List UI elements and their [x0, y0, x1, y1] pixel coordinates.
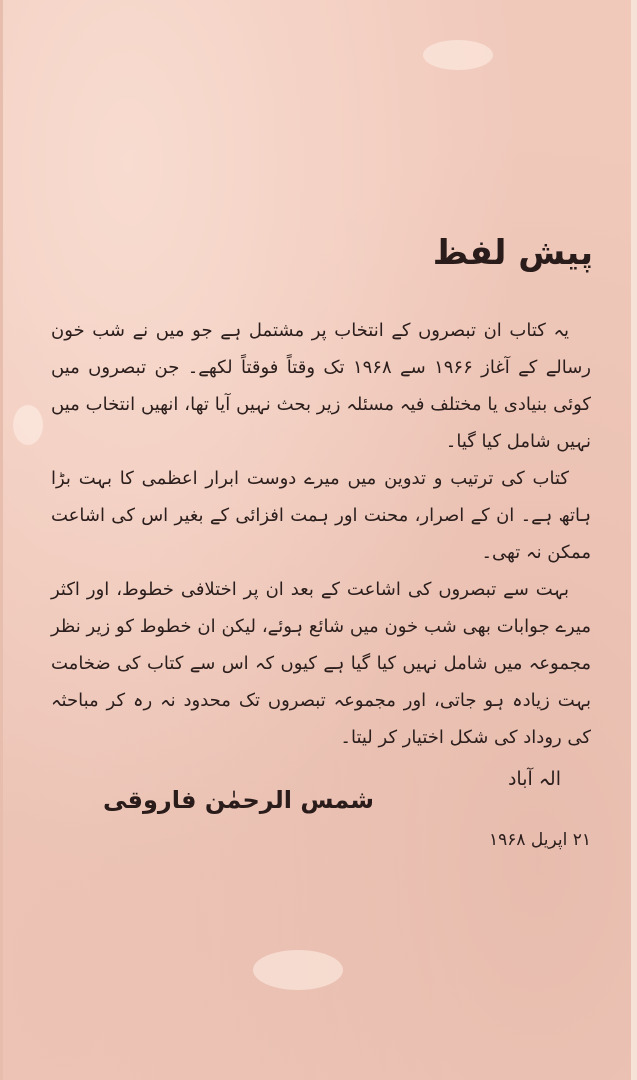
- date-line: ۲۱ اپریل ۱۹۶۸: [488, 830, 591, 850]
- body-text: [51, 312, 591, 756]
- paper-stain: [13, 405, 43, 445]
- page-title: پیش لفظ: [432, 232, 593, 273]
- paragraph-3: بہت سے تبصروں کی اشاعت کے بعد ان پر اختلافی خطوط، اور اکثر میرے جوابات بھی شب خون میں شائع ہوئے، لیکن ان خطوط کو زیر نظر مجموعہ میں شامل نہیں کیا گیا ہے کیوں کہ اس سے کتاب کی ضخامت بہت زیادہ ہو جاتی، اور مجموعہ تبصروں تک محدود نہ رہ کر مباحثہ کی روداد کی شکل اختیار کر لیتا۔: [51, 579, 591, 748]
- place-name: الہ آباد: [507, 768, 561, 790]
- paper-stain: [423, 40, 493, 70]
- paper-stain: [253, 950, 343, 990]
- paragraph-2: کتاب کی ترتیب و تدوین میں میرے دوست ابرار اعظمی کا بہت بڑا ہاتھ ہے۔ ان کے اصرار، محنت اور ہمت افزائی کے بغیر اس کی اشاعت ممکن نہ تھی۔: [51, 468, 591, 563]
- paragraph-1: یہ کتاب ان تبصروں کے انتخاب پر مشتمل ہے جو میں نے شب خون رسالے کے آغاز ۱۹۶۶ سے ۱۹۶۸ تک وقتاً فوقتاً لکھے۔ جن تبصروں میں کوئی بنیادی یا مختلف فیہ مسئلہ زیر بحث نہیں آیا تھا، انھیں انتخاب میں نہیں شامل کیا گیا۔: [51, 320, 591, 452]
- author-signature: شمس الرحمٰن فاروقی: [103, 786, 374, 814]
